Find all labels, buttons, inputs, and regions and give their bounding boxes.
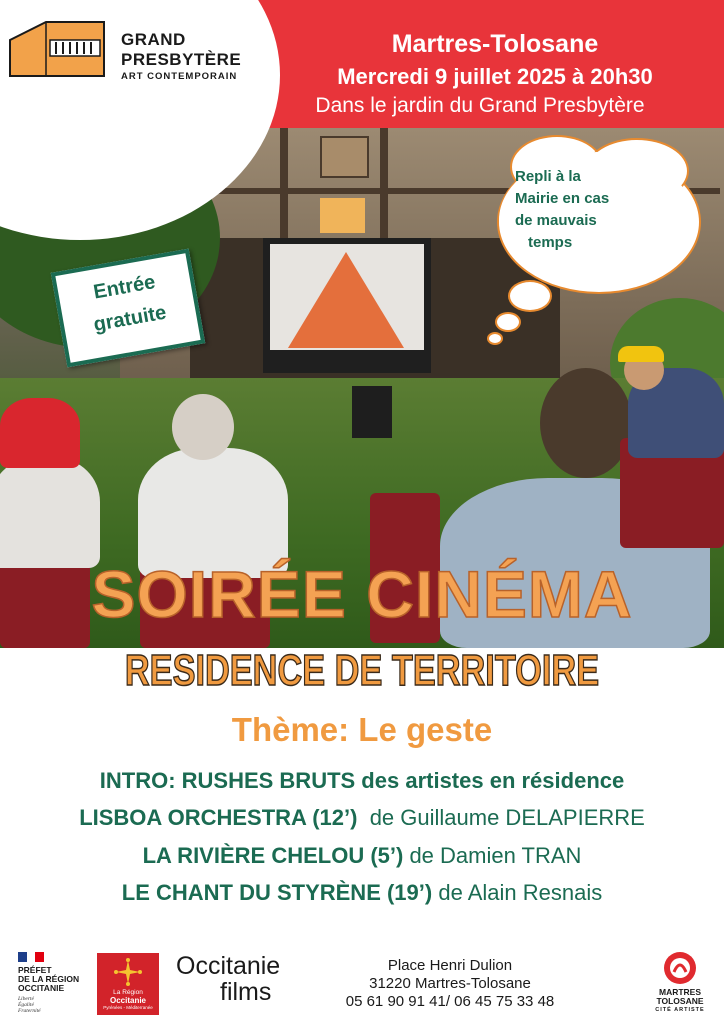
lit-window [320,198,365,233]
spectator-head [172,394,234,460]
brand-name-line1: GRAND [121,30,186,49]
cloud-line4: temps [528,234,573,251]
brand-tagline: ART CONTEMPORAIN [121,71,238,82]
event-subtitle: RESIDENCE DE TERRITOIRE [124,646,600,695]
cloud-line1: Repli à la [515,168,581,185]
region-occitanie-logo [97,953,159,1015]
martres-logo-line: CITÉ ARTISTE [655,1007,705,1013]
french-flag-icon [18,952,44,962]
address-line2: 31220 Martres-Tolosane [369,975,531,992]
martres-emblem-icon [662,950,698,986]
event-place: Dans le jardin du Grand Presbytère [315,94,645,117]
projector-speaker [352,386,392,438]
timber-beam [280,128,288,238]
motto-line: Fraternité [18,1008,41,1014]
program-item-title: INTRO: RUSHES BRUTS des artistes en résidence [99,768,625,793]
thought-bubble [508,280,552,312]
motto-line: Liberté [18,996,34,1002]
prefet-line: OCCITANIE [18,983,65,993]
grand-presbytere-logo-icon [8,18,106,78]
spectator-head [540,368,632,478]
spectator [0,458,100,568]
program-item [0,843,724,869]
event-date: Mercredi 9 juillet 2025 à 20h30 [337,64,653,89]
region-line: La Région [113,989,143,996]
event-town: Martres-Tolosane [391,30,599,58]
prefet-text [18,966,79,993]
badge-line2: gratuite [91,301,168,337]
cloud-line2: Mairie en cas [515,190,610,207]
prefet-line: DE LA RÉGION [18,974,80,984]
prefet-logo [16,950,91,1016]
prefet-motto [18,996,41,1014]
program-item [0,768,724,794]
program-item [0,805,724,831]
martres-logo-line: TOLOSANE [656,996,704,1006]
program-item-title: LISBOA ORCHESTRA (12’) [79,805,358,830]
cloud-line3: de mauvais [515,212,597,229]
program-item-author: de Alain Resnais [432,880,603,905]
event-title: SOIRÉE CINÉMA [91,557,633,631]
program-item-author: de Guillaume DELAPIERRE [357,805,645,830]
spectator-red-dress [0,398,80,468]
prefet-line: PRÉFET [18,965,52,975]
projection-screen [270,244,424,350]
address-line1: Place Henri Dulion [387,957,513,974]
yellow-cap [618,346,664,362]
window [320,136,369,178]
brand-name-line2: PRESBYTÈRE [121,50,242,69]
occitan-cross-icon [113,957,143,987]
program-item-author: de Damien TRAN [403,843,582,868]
occitanie-films-line: films [220,978,272,1006]
region-line: Pyrénées - Méditerranée [103,1005,153,1010]
occitanie-films-line: Occitanie [176,952,281,980]
region-text [97,989,159,1012]
martres-tolosane-logo [645,950,715,1018]
martres-logo-text [645,988,715,1015]
program-item-title: LA RIVIÈRE CHELOU (5’) [142,843,404,868]
timber-beam [380,128,388,238]
projected-image [288,252,404,348]
program-item [0,880,724,906]
motto-line: Égalité [18,1002,34,1008]
occitanie-films-logo [176,952,308,1010]
event-theme: Thème: Le geste [231,711,493,748]
badge-line1: Entrée [91,271,157,304]
thought-bubble [495,312,521,332]
thought-bubble [487,332,503,345]
region-line: Occitanie [109,995,146,1005]
program-item-title: LE CHANT DU STYRÈNE (19’) [121,880,433,905]
martres-logo-line: MARTRES [658,987,702,997]
phone-numbers: 05 61 90 91 41/ 06 45 75 33 48 [345,993,555,1010]
